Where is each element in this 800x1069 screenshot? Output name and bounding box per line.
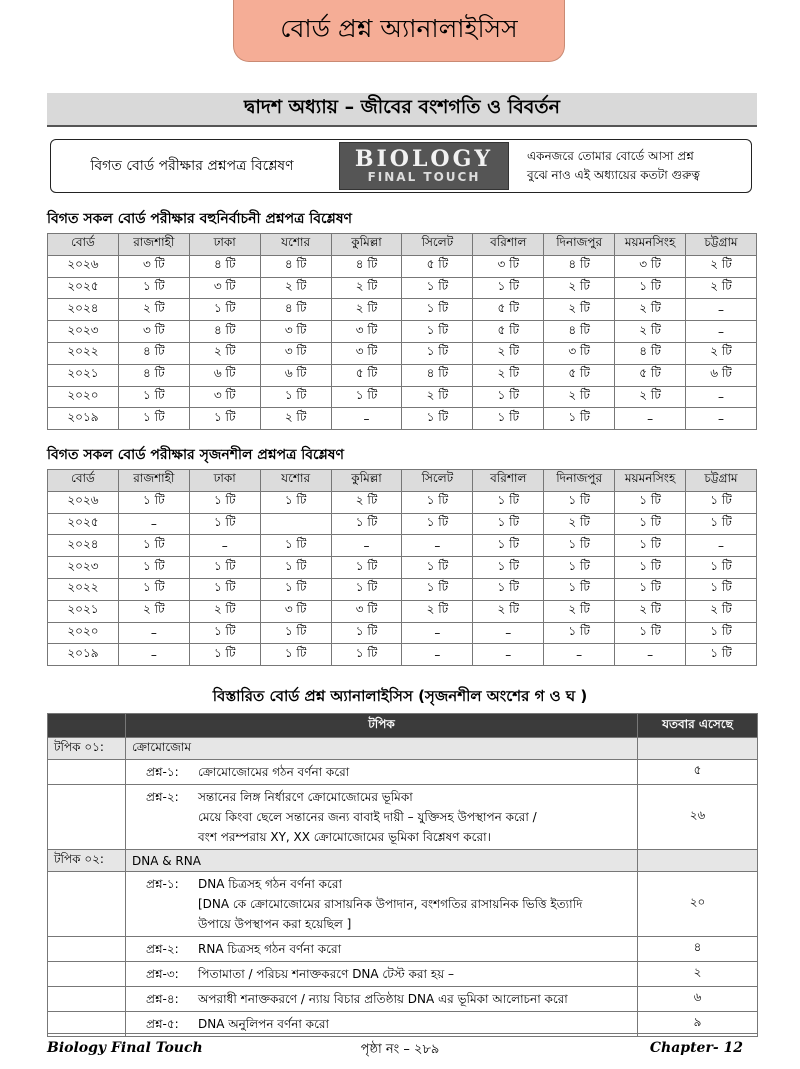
year-cell: ২০২৪ <box>48 299 119 321</box>
count-cell: ১ টি <box>686 557 757 579</box>
count-cell: ১ টি <box>544 535 615 557</box>
footer-divider <box>47 1033 757 1034</box>
banner-left-text: বিগত বোর্ড পরীক্ষার প্রশ্নপত্র বিশ্লেষণ <box>90 158 294 174</box>
count-cell: ১ টি <box>189 513 260 535</box>
count-cell: ১ টি <box>686 513 757 535</box>
year-cell: ২০১৯ <box>48 644 119 666</box>
count-cell: ১ টি <box>686 622 757 644</box>
table-header-row <box>48 470 757 492</box>
count-cell: ১ টি <box>544 408 615 430</box>
question-number: প্রশ্ন-১: <box>146 877 179 891</box>
question-line: সন্তানের লিঙ্গ নির্ধারণে ক্রোমোজোমের ভূমিকা <box>198 790 413 804</box>
count-cell: ৫ টি <box>473 321 544 343</box>
topic-name: DNA & RNA <box>126 850 638 872</box>
count-cell: ১ টি <box>473 277 544 299</box>
count-cell: ১ টি <box>615 557 686 579</box>
count-cell: ১ টি <box>402 342 473 364</box>
count-cell: ১ টি <box>615 491 686 513</box>
count-cell: – <box>615 644 686 666</box>
count-cell: ১ টি <box>260 644 331 666</box>
year-cell: ২০২৫ <box>48 277 119 299</box>
count-cell: ১ টি <box>118 578 189 600</box>
banner-right-line1: একনজরে তোমার বোর্ডে আসা প্রশ্ন <box>527 149 694 163</box>
blank-cell <box>48 760 126 785</box>
count-cell: ১ টি <box>686 644 757 666</box>
banner-right-line2: বুঝে নাও এই অধ্যায়ের কতটা গুরুত্ব <box>527 168 700 182</box>
year-cell: ২০২৬ <box>48 255 119 277</box>
column-header: চট্টগ্রাম <box>686 234 757 256</box>
question-cell <box>126 937 638 962</box>
question-text <box>198 939 631 959</box>
question-number: প্রশ্ন-২: <box>146 790 179 804</box>
column-header: কুমিল্লা <box>331 234 402 256</box>
question-row <box>48 937 758 962</box>
count-cell: ২ টি <box>615 321 686 343</box>
count-cell: – <box>402 535 473 557</box>
count-cell: – <box>544 644 615 666</box>
count-cell: ১ টি <box>189 299 260 321</box>
count-cell: ৩ টি <box>189 386 260 408</box>
count-cell: ১ টি <box>402 513 473 535</box>
detail-section-title: বিস্তারিত বোর্ড প্রশ্ন অ্যানালাইসিস (সৃজনশীল অংশের গ ও ঘ ) <box>212 687 588 705</box>
table-row <box>48 578 757 600</box>
count-cell: ১ টি <box>473 557 544 579</box>
logo-line1: BIOLOGY <box>354 146 494 172</box>
footer-chapter: Chapter- 12 <box>649 1040 743 1056</box>
column-header: বোর্ড <box>48 470 119 492</box>
question-row <box>48 962 758 987</box>
count-cell: ৩ টি <box>189 277 260 299</box>
count-cell: – <box>686 299 757 321</box>
question-row <box>48 760 758 785</box>
count-cell: ১ টি <box>189 622 260 644</box>
year-cell: ২০২৩ <box>48 557 119 579</box>
column-header: সিলেট <box>402 234 473 256</box>
count-cell: ১ টি <box>331 622 402 644</box>
question-line: মেয়ে কিংবা ছেলে সন্তানের জন্য বাবাই দায়ী – যুক্তিসহ উপস্থাপন করো / <box>198 810 537 824</box>
question-line: বংশ পরম্পরায় XY, XX ক্রোমোজোমের ভূমিকা বিশ্লেষণ করো। <box>198 830 491 844</box>
blank-cell <box>48 937 126 962</box>
banner-right-text <box>509 147 751 185</box>
column-header: দিনাজপুর <box>544 470 615 492</box>
count-cell: ১ টি <box>473 535 544 557</box>
column-header: রাজশাহী <box>118 234 189 256</box>
table-row <box>48 277 757 299</box>
count-cell: ৩ টি <box>473 255 544 277</box>
blank-cell <box>48 872 126 937</box>
count-cell: ২ টি <box>260 277 331 299</box>
count-cell: ১ টি <box>331 578 402 600</box>
topic-row <box>48 738 758 760</box>
column-header: যশোর <box>260 234 331 256</box>
chapter-title: দ্বাদশ অধ্যায় – জীবের বংশগতি ও বিবর্তন <box>47 93 757 127</box>
question-line: অপরাধী শনাক্তকরণে / ন্যায় বিচার প্রতিষ্ঠায় DNA এর ভূমিকা আলোচনা করো <box>198 992 568 1006</box>
count-cell: ২ টি <box>544 600 615 622</box>
count-cell: – <box>331 408 402 430</box>
count-cell: ২ টি <box>331 491 402 513</box>
cq-analysis-table <box>47 469 757 666</box>
count-cell: ১ টি <box>118 491 189 513</box>
count-cell: ১ টি <box>260 578 331 600</box>
mcq-section-label: বিগত সকল বোর্ড পরীক্ষার বহুনির্বাচনী প্রশ্নপত্র বিশ্লেষণ <box>47 211 353 227</box>
question-number: প্রশ্ন-৫: <box>146 1017 179 1031</box>
column-header: সিলেট <box>402 470 473 492</box>
question-cell <box>126 785 638 850</box>
question-row <box>48 872 758 937</box>
count-cell: ১ টি <box>331 644 402 666</box>
count-cell: ১ টি <box>260 491 331 513</box>
count-cell: ১ টি <box>473 578 544 600</box>
count-cell: – <box>189 535 260 557</box>
count-cell: ২ টি <box>331 299 402 321</box>
count-cell: ১ টি <box>402 491 473 513</box>
count-cell: ২ টি <box>686 255 757 277</box>
count-cell: ১ টি <box>331 386 402 408</box>
count-cell: ২ টি <box>686 342 757 364</box>
count-cell: – <box>473 622 544 644</box>
count-cell: – <box>402 622 473 644</box>
mcq-analysis-table <box>47 233 757 430</box>
count-cell: ১ টি <box>615 277 686 299</box>
table-row <box>48 342 757 364</box>
topic-label: টপিক ০১: <box>48 738 126 760</box>
count-cell: ২ টি <box>686 600 757 622</box>
table-header-row <box>48 234 757 256</box>
question-count: ২৬ <box>638 785 758 850</box>
count-cell: ৫ টি <box>473 299 544 321</box>
table-row <box>48 513 757 535</box>
question-text <box>198 787 631 847</box>
count-cell: ২ টি <box>189 342 260 364</box>
question-count: ২ <box>638 962 758 987</box>
table-row <box>48 255 757 277</box>
question-row <box>48 785 758 850</box>
count-cell: ৪ টি <box>189 255 260 277</box>
count-cell: ৩ টি <box>331 600 402 622</box>
question-line: DNA চিত্রসহ গঠন বর্ণনা করো <box>198 877 342 891</box>
count-cell: ৪ টি <box>118 342 189 364</box>
count-cell: ১ টি <box>260 622 331 644</box>
question-count: ৫ <box>638 760 758 785</box>
table-row <box>48 622 757 644</box>
year-cell: ২০২২ <box>48 578 119 600</box>
table-row <box>48 386 757 408</box>
count-cell: ৪ টি <box>544 255 615 277</box>
question-text <box>198 989 631 1009</box>
count-cell: ৩ টি <box>331 342 402 364</box>
count-cell: ৩ টি <box>615 255 686 277</box>
table-row <box>48 644 757 666</box>
count-cell: ১ টি <box>118 535 189 557</box>
count-cell: ৩ টি <box>331 321 402 343</box>
count-cell: ১ টি <box>615 622 686 644</box>
count-header: যতবার এসেছে <box>638 714 758 738</box>
column-header: ময়মনসিংহ <box>615 470 686 492</box>
count-cell: ১ টি <box>402 299 473 321</box>
question-line: RNA চিত্রসহ গঠন বর্ণনা করো <box>198 942 342 956</box>
count-cell: ১ টি <box>473 513 544 535</box>
count-cell: ১ টি <box>686 491 757 513</box>
count-cell: ২ টি <box>331 277 402 299</box>
count-cell: ৩ টি <box>118 321 189 343</box>
table-row <box>48 299 757 321</box>
count-cell: ৫ টি <box>615 364 686 386</box>
question-count: ৪ <box>638 937 758 962</box>
table-row <box>48 535 757 557</box>
count-cell: ২ টি <box>118 600 189 622</box>
count-cell: ১ টি <box>473 386 544 408</box>
count-cell: ১ টি <box>118 386 189 408</box>
topic-label: টপিক ০২: <box>48 850 126 872</box>
column-header: চট্টগ্রাম <box>686 470 757 492</box>
table-row <box>48 408 757 430</box>
question-number: প্রশ্ন-৪: <box>146 992 179 1006</box>
question-cell <box>126 760 638 785</box>
count-cell: ২ টি <box>615 386 686 408</box>
count-cell: – <box>331 535 402 557</box>
column-header: বরিশাল <box>473 234 544 256</box>
year-cell: ২০২৫ <box>48 513 119 535</box>
count-cell: ২ টি <box>473 342 544 364</box>
year-cell: ২০২০ <box>48 622 119 644</box>
count-cell: ৫ টি <box>544 364 615 386</box>
question-count: ২০ <box>638 872 758 937</box>
count-cell: ২ টি <box>402 600 473 622</box>
column-header: ময়মনসিংহ <box>615 234 686 256</box>
table-row <box>48 321 757 343</box>
question-count: ৯ <box>638 1012 758 1037</box>
intro-banner <box>50 139 752 193</box>
count-cell: ৪ টি <box>260 299 331 321</box>
topic-name: ক্রোমোজোম <box>126 738 638 760</box>
page-title: বোর্ড প্রশ্ন অ্যানালাইসিস <box>233 0 565 62</box>
blank-cell <box>48 962 126 987</box>
count-cell: ১ টি <box>686 578 757 600</box>
count-cell: ১ টি <box>615 578 686 600</box>
count-cell: ১ টি <box>260 386 331 408</box>
count-cell: ২ টি <box>118 299 189 321</box>
question-number: প্রশ্ন-২: <box>146 942 179 956</box>
count-cell: ৫ টি <box>331 364 402 386</box>
detail-header-row <box>48 714 758 738</box>
question-row <box>48 987 758 1012</box>
count-cell: ৪ টি <box>189 321 260 343</box>
count-cell: ২ টি <box>260 408 331 430</box>
count-cell: ২ টি <box>473 364 544 386</box>
count-cell: – <box>118 513 189 535</box>
count-cell <box>260 513 331 535</box>
count-cell: ৩ টি <box>260 342 331 364</box>
count-cell: ১ টি <box>544 622 615 644</box>
column-header: দিনাজপুর <box>544 234 615 256</box>
footer-book-name: Biology Final Touch <box>47 1040 203 1056</box>
question-line: DNA অনুলিপন বর্ণনা করো <box>198 1017 329 1031</box>
count-cell: ২ টি <box>544 299 615 321</box>
year-cell: ২০২০ <box>48 386 119 408</box>
count-cell: ১ টি <box>260 535 331 557</box>
year-cell: ২০২৬ <box>48 491 119 513</box>
count-cell: ২ টি <box>544 277 615 299</box>
count-cell: ৩ টি <box>260 600 331 622</box>
question-number: প্রশ্ন-১: <box>146 765 179 779</box>
count-cell: ৩ টি <box>260 321 331 343</box>
detail-analysis-table <box>47 713 758 1037</box>
count-cell: ১ টি <box>118 408 189 430</box>
year-cell: ২০২১ <box>48 600 119 622</box>
count-cell: ৬ টি <box>189 364 260 386</box>
count-cell: ৪ টি <box>260 255 331 277</box>
column-header: ঢাকা <box>189 470 260 492</box>
count-cell: ৬ টি <box>260 364 331 386</box>
question-cell <box>126 962 638 987</box>
question-text <box>198 964 631 984</box>
count-cell: ১ টি <box>402 277 473 299</box>
count-cell: ৪ টি <box>331 255 402 277</box>
question-line: [DNA কে ক্রোমোজোমের রাসায়নিক উপাদান, বংশগতির রাসায়নিক ভিত্তি ইত্যাদি <box>198 897 583 911</box>
count-cell: – <box>118 644 189 666</box>
year-cell: ২০২২ <box>48 342 119 364</box>
count-cell: – <box>686 408 757 430</box>
count-cell: ৩ টি <box>118 255 189 277</box>
blank-cell <box>48 987 126 1012</box>
count-cell: ৪ টি <box>615 342 686 364</box>
count-cell: ১ টি <box>189 578 260 600</box>
count-cell: ১ টি <box>544 578 615 600</box>
question-line: উপায়ে উপস্থাপন করা হয়েছিল ] <box>198 917 352 931</box>
column-header: যশোর <box>260 470 331 492</box>
column-header: ঢাকা <box>189 234 260 256</box>
topic-header: টপিক <box>126 714 638 738</box>
count-cell: ২ টি <box>615 299 686 321</box>
count-cell: ১ টি <box>402 557 473 579</box>
logo-line2: FINAL TOUCH <box>367 170 481 184</box>
year-cell: ২০২১ <box>48 364 119 386</box>
count-cell: ২ টি <box>686 277 757 299</box>
count-cell: ১ টি <box>544 491 615 513</box>
column-header: বোর্ড <box>48 234 119 256</box>
count-cell: ১ টি <box>615 535 686 557</box>
count-cell: ১ টি <box>544 557 615 579</box>
count-cell: – <box>402 644 473 666</box>
count-cell: ৫ টি <box>402 255 473 277</box>
count-cell: ২ টি <box>473 600 544 622</box>
year-cell: ২০১৯ <box>48 408 119 430</box>
table-row <box>48 364 757 386</box>
count-cell: ১ টি <box>189 491 260 513</box>
count-cell: ১ টি <box>615 513 686 535</box>
topic-count-blank <box>638 738 758 760</box>
cq-section-label: বিগত সকল বোর্ড পরীক্ষার সৃজনশীল প্রশ্নপত্র বিশ্লেষণ <box>47 447 344 463</box>
count-cell: ১ টি <box>189 408 260 430</box>
count-cell: ১ টি <box>402 578 473 600</box>
table-row <box>48 491 757 513</box>
count-cell: ১ টি <box>402 408 473 430</box>
table-row <box>48 600 757 622</box>
count-cell: ৩ টি <box>544 342 615 364</box>
count-cell: – <box>118 622 189 644</box>
year-cell: ২০২৩ <box>48 321 119 343</box>
blank-cell <box>48 785 126 850</box>
count-cell: ৪ টি <box>544 321 615 343</box>
count-cell: ২ টি <box>189 600 260 622</box>
count-cell: – <box>473 644 544 666</box>
biology-final-touch-logo <box>339 142 509 190</box>
count-cell: ১ টি <box>473 408 544 430</box>
count-cell: – <box>615 408 686 430</box>
count-cell: ১ টি <box>189 557 260 579</box>
count-cell: ১ টি <box>473 491 544 513</box>
count-cell: – <box>686 321 757 343</box>
count-cell: ১ টি <box>118 277 189 299</box>
count-cell: ১ টি <box>331 557 402 579</box>
count-cell: ৬ টি <box>686 364 757 386</box>
column-header: কুমিল্লা <box>331 470 402 492</box>
count-cell: ১ টি <box>402 321 473 343</box>
blank-header <box>48 714 126 738</box>
count-cell: ২ টি <box>544 386 615 408</box>
count-cell: ২ টি <box>402 386 473 408</box>
count-cell: ২ টি <box>615 600 686 622</box>
count-cell: ৪ টি <box>118 364 189 386</box>
topic-count-blank <box>638 850 758 872</box>
question-text <box>198 874 631 934</box>
question-text <box>198 1014 631 1034</box>
year-cell: ২০২৪ <box>48 535 119 557</box>
count-cell: – <box>686 535 757 557</box>
question-line: ক্রোমোজোমের গঠন বর্ণনা করো <box>198 765 350 779</box>
question-text <box>198 762 631 782</box>
count-cell: ১ টি <box>118 557 189 579</box>
count-cell: ১ টি <box>189 644 260 666</box>
question-number: প্রশ্ন-৩: <box>146 967 179 981</box>
question-cell <box>126 987 638 1012</box>
question-cell <box>126 872 638 937</box>
table-row <box>48 557 757 579</box>
question-line: পিতামাতা / পরিচয় শনাক্তকরণে DNA টেস্ট করা হয় – <box>198 967 455 981</box>
question-count: ৬ <box>638 987 758 1012</box>
count-cell: ১ টি <box>260 557 331 579</box>
topic-row <box>48 850 758 872</box>
count-cell: ২ টি <box>544 513 615 535</box>
footer-page-number: পৃষ্ঠা নং – ২৮৯ <box>360 1042 440 1057</box>
count-cell: ৪ টি <box>402 364 473 386</box>
count-cell: ১ টি <box>331 513 402 535</box>
count-cell: – <box>686 386 757 408</box>
column-header: বরিশাল <box>473 470 544 492</box>
column-header: রাজশাহী <box>118 470 189 492</box>
